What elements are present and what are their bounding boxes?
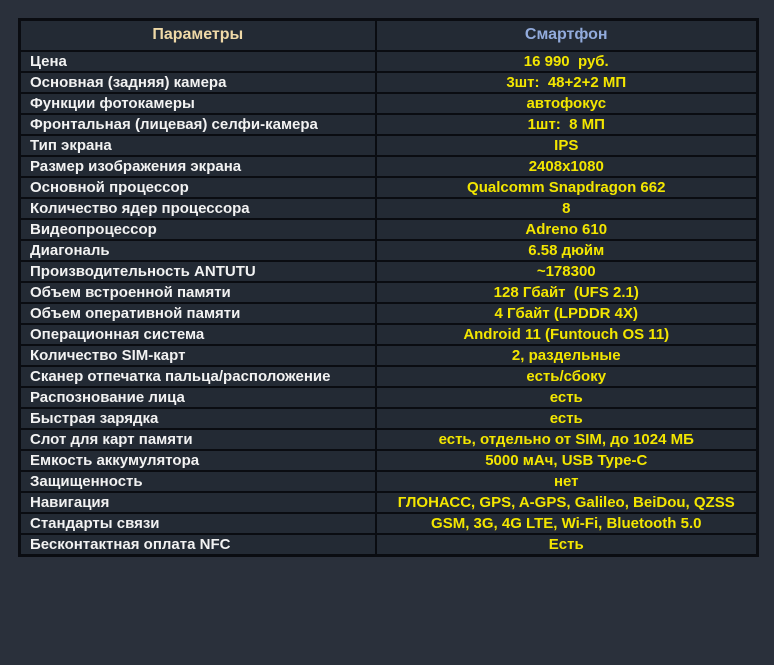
param-value: 2, раздельные bbox=[376, 345, 758, 366]
param-label: Быстрая зарядка bbox=[20, 408, 376, 429]
param-value: 5000 мАч, USB Type-C bbox=[376, 450, 758, 471]
table-row bbox=[20, 51, 758, 72]
param-value: есть bbox=[376, 408, 758, 429]
param-value: 2408x1080 bbox=[376, 156, 758, 177]
table-row bbox=[20, 492, 758, 513]
param-label: Объем встроенной памяти bbox=[20, 282, 376, 303]
table-row bbox=[20, 429, 758, 450]
param-value: нет bbox=[376, 471, 758, 492]
param-label: Основной процессор bbox=[20, 177, 376, 198]
table-row bbox=[20, 261, 758, 282]
param-label: Операционная система bbox=[20, 324, 376, 345]
table-row bbox=[20, 219, 758, 240]
table-row bbox=[20, 513, 758, 534]
param-label: Видеопроцессор bbox=[20, 219, 376, 240]
param-value: есть bbox=[376, 387, 758, 408]
param-value: IPS bbox=[376, 135, 758, 156]
param-label: Количество SIM-карт bbox=[20, 345, 376, 366]
param-value: есть/сбоку bbox=[376, 366, 758, 387]
param-label: Емкость аккумулятора bbox=[20, 450, 376, 471]
table-row bbox=[20, 93, 758, 114]
table-row bbox=[20, 72, 758, 93]
param-label: Защищенность bbox=[20, 471, 376, 492]
param-label: Диагональ bbox=[20, 240, 376, 261]
specs-table-body bbox=[20, 51, 758, 556]
param-label: Бесконтактная оплата NFC bbox=[20, 534, 376, 556]
header-parameters: Параметры bbox=[20, 20, 376, 51]
param-value: Есть bbox=[376, 534, 758, 556]
table-row bbox=[20, 198, 758, 219]
param-value: автофокус bbox=[376, 93, 758, 114]
param-label: Производительность ANTUTU bbox=[20, 261, 376, 282]
param-label: Цена bbox=[20, 51, 376, 72]
table-row bbox=[20, 471, 758, 492]
specs-table bbox=[18, 18, 759, 557]
param-label: Функции фотокамеры bbox=[20, 93, 376, 114]
table-row bbox=[20, 135, 758, 156]
table-row bbox=[20, 303, 758, 324]
param-value: 3шт: 48+2+2 МП bbox=[376, 72, 758, 93]
table-row bbox=[20, 366, 758, 387]
param-label: Стандарты связи bbox=[20, 513, 376, 534]
param-label: Фронтальная (лицевая) селфи-камера bbox=[20, 114, 376, 135]
param-label: Размер изображения экрана bbox=[20, 156, 376, 177]
table-row bbox=[20, 282, 758, 303]
table-row bbox=[20, 324, 758, 345]
param-value: ~178300 bbox=[376, 261, 758, 282]
table-row bbox=[20, 240, 758, 261]
param-label: Слот для карт памяти bbox=[20, 429, 376, 450]
param-label: Тип экрана bbox=[20, 135, 376, 156]
param-value: есть, отдельно от SIM, до 1024 МБ bbox=[376, 429, 758, 450]
param-value: 4 Гбайт (LPDDR 4X) bbox=[376, 303, 758, 324]
param-value: 1шт: 8 МП bbox=[376, 114, 758, 135]
header-smartphone: Смартфон bbox=[376, 20, 758, 51]
table-row bbox=[20, 408, 758, 429]
table-row bbox=[20, 450, 758, 471]
table-row bbox=[20, 177, 758, 198]
table-row bbox=[20, 534, 758, 556]
table-row bbox=[20, 114, 758, 135]
param-label: Объем оперативной памяти bbox=[20, 303, 376, 324]
param-value: 16 990 руб. bbox=[376, 51, 758, 72]
table-row bbox=[20, 387, 758, 408]
param-value: GSM, 3G, 4G LTE, Wi-Fi, Bluetooth 5.0 bbox=[376, 513, 758, 534]
param-value: ГЛОНАСС, GPS, A-GPS, Galileo, BeiDou, QZSS bbox=[376, 492, 758, 513]
param-value: 128 Гбайт (UFS 2.1) bbox=[376, 282, 758, 303]
param-label: Основная (задняя) камера bbox=[20, 72, 376, 93]
param-value: 8 bbox=[376, 198, 758, 219]
param-value: Android 11 (Funtouch OS 11) bbox=[376, 324, 758, 345]
param-label: Навигация bbox=[20, 492, 376, 513]
param-label: Сканер отпечатка пальца/расположение bbox=[20, 366, 376, 387]
param-value: Adreno 610 bbox=[376, 219, 758, 240]
header-row bbox=[20, 20, 758, 51]
param-value: 6.58 дюйм bbox=[376, 240, 758, 261]
table-row bbox=[20, 156, 758, 177]
param-value: Qualcomm Snapdragon 662 bbox=[376, 177, 758, 198]
param-label: Распознование лица bbox=[20, 387, 376, 408]
param-label: Количество ядер процессора bbox=[20, 198, 376, 219]
table-row bbox=[20, 345, 758, 366]
